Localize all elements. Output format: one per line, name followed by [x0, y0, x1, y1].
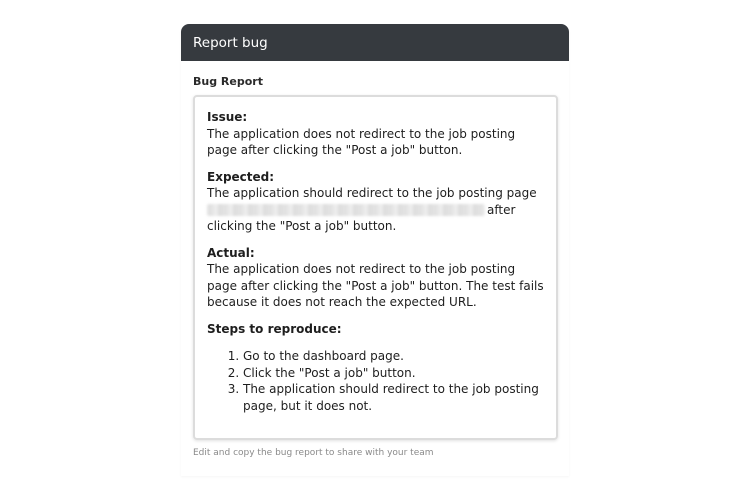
helper-text: Edit and copy the bug report to share with your team: [193, 448, 434, 458]
expected-heading: Expected:: [207, 169, 275, 184]
step-item: 2. Click the "Post a job" button.: [243, 365, 544, 382]
expected-text-line2: [207, 202, 544, 219]
actual-text: The application does not redirect to the job posting page after clicking the "Post a job" button. The test fails because it does not reach the expected URL.: [207, 262, 544, 309]
expected-text-after: after: [487, 202, 516, 217]
issue-heading: Issue:: [207, 110, 248, 124]
redacted-url: [207, 204, 485, 216]
bug-report-textarea[interactable]: [193, 95, 558, 440]
actual-section: [207, 245, 544, 311]
expected-text-line1: The application should redirect to the job posting page: [207, 186, 537, 200]
expected-section: [207, 169, 544, 235]
actual-heading: Actual:: [207, 245, 255, 260]
report-bug-dialog: [181, 24, 569, 476]
steps-heading: Steps to reproduce:: [207, 321, 342, 336]
dialog-title: Report bug: [193, 34, 268, 51]
issue-section: [207, 109, 544, 159]
steps-list: [207, 348, 544, 414]
step-item: 1. Go to the dashboard page.: [243, 348, 544, 365]
bug-report-label: Bug Report: [193, 75, 263, 88]
steps-section: [207, 321, 544, 415]
issue-text: The application does not redirect to the job posting page after clicking the "Post a job" button.: [207, 126, 516, 157]
dialog-header: [181, 24, 569, 61]
expected-text-line3: clicking the "Post a job" button.: [207, 219, 397, 233]
step-item: 3. The application should redirect to the job posting page, but it does not.: [243, 381, 544, 414]
